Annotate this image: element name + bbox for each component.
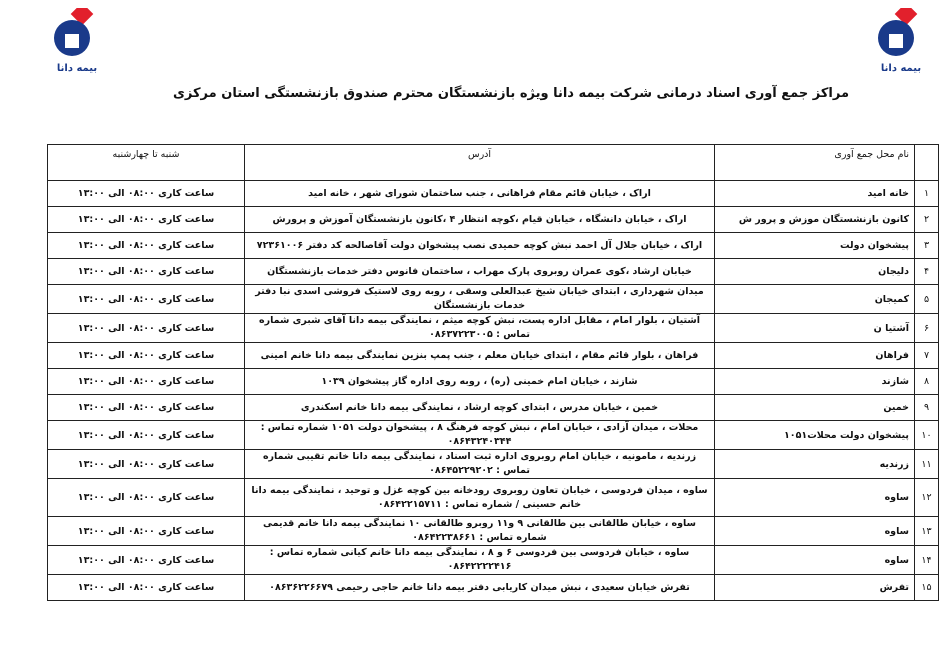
row-number: ۵ <box>915 285 939 314</box>
address: اراک ، خیابان جلال آل احمد نبش کوچه حمیدی نصب پیشخوان دولت آقاصالحه کد دفتر ۷۲۳۶۱۰۰۶ <box>245 233 715 259</box>
place-name: زرندیه <box>715 450 915 479</box>
address: میدان شهرداری ، ابتدای خیابان شیخ عبدالعلی وسقی ، روبه روی لاستیک فروشی اسدی نبا دفتر خدمات بازنشستگان <box>245 285 715 314</box>
table-header-row <box>48 145 939 181</box>
logo-left <box>46 8 108 74</box>
address: زرندیه ، مامونیه ، خیابان امام روبروی اداره ثبت اسناد ، نمایندگی بیمه دانا خانم تقیبی شماره تماس : ۰۸۶۴۵۲۲۹۲۰۲ <box>245 450 715 479</box>
logo-text: بیمه دانا <box>880 63 922 74</box>
row-number: ۱۵ <box>915 575 939 601</box>
row-number: ۶ <box>915 314 939 343</box>
working-hours: ساعت کاری ۰۸:۰۰ الی ۱۳:۰۰ <box>48 233 245 259</box>
logo-text: بیمه دانا <box>56 63 98 74</box>
table-row <box>48 421 939 450</box>
row-number: ۳ <box>915 233 939 259</box>
place-name: کانون بازنشستگان موزش و پرور ش <box>715 207 915 233</box>
address: تفرش خیابان سعیدی ، نبش میدان کاریابی دفتر بیمه دانا خانم حاجی رحیمی ۰۸۶۳۶۲۲۶۶۷۹ <box>245 575 715 601</box>
working-hours: ساعت کاری ۰۸:۰۰ الی ۱۳:۰۰ <box>48 421 245 450</box>
row-number: ۱۴ <box>915 546 939 575</box>
logo-right <box>870 8 932 74</box>
place-name: دلیجان <box>715 259 915 285</box>
table-row <box>48 479 939 517</box>
place-name: فراهان <box>715 343 915 369</box>
address: خیابان ارشاد ،کوی عمران روبروی پارک مهراب ، ساختمان فانوس دفتر خدمات بازنشستگان <box>245 259 715 285</box>
header-num <box>915 145 939 181</box>
working-hours: ساعت کاری ۰۸:۰۰ الی ۱۳:۰۰ <box>48 369 245 395</box>
working-hours: ساعت کاری ۰۸:۰۰ الی ۱۳:۰۰ <box>48 479 245 517</box>
collection-centers-table <box>47 144 939 601</box>
table-row <box>48 314 939 343</box>
table-row <box>48 546 939 575</box>
working-hours: ساعت کاری ۰۸:۰۰ الی ۱۳:۰۰ <box>48 181 245 207</box>
row-number: ۴ <box>915 259 939 285</box>
table-row <box>48 207 939 233</box>
table-row <box>48 259 939 285</box>
address: آشتیان ، بلوار امام ، مقابل اداره پست، نبش کوچه میثم ، نمایندگی بیمه دانا آقای شبری شماره تماس : ۰۸۶۳۷۲۲۳۰۰۵ <box>245 314 715 343</box>
place-name: پیشخوان دولت محلات۱۰۵۱ <box>715 421 915 450</box>
row-number: ۱۱ <box>915 450 939 479</box>
place-name: کمیجان <box>715 285 915 314</box>
table-row <box>48 343 939 369</box>
place-name: شازند <box>715 369 915 395</box>
dana-insurance-logo-mark <box>46 8 108 60</box>
header-hours: شنبه تا چهارشنبه <box>48 145 245 181</box>
place-name: ساوه <box>715 546 915 575</box>
row-number: ۱ <box>915 181 939 207</box>
working-hours: ساعت کاری ۰۸:۰۰ الی ۱۳:۰۰ <box>48 314 245 343</box>
working-hours: ساعت کاری ۰۸:۰۰ الی ۱۳:۰۰ <box>48 395 245 421</box>
table-row <box>48 450 939 479</box>
working-hours: ساعت کاری ۰۸:۰۰ الی ۱۳:۰۰ <box>48 450 245 479</box>
address: شازند ، خیابان امام خمینی (ره) ، روبه روی اداره گاز پیشخوان ۱۰۳۹ <box>245 369 715 395</box>
row-number: ۹ <box>915 395 939 421</box>
place-name: آشتیا ن <box>715 314 915 343</box>
table-row <box>48 575 939 601</box>
page-title: مراکز جمع آوری اسناد درمانی شرکت بیمه دانا ویژه بازنشستگان محترم صندوق بازنشستگی استان مرکزی <box>173 86 849 101</box>
working-hours: ساعت کاری ۰۸:۰۰ الی ۱۳:۰۰ <box>48 207 245 233</box>
table-row <box>48 369 939 395</box>
place-name: پیشخوان دولت <box>715 233 915 259</box>
place-name: خمین <box>715 395 915 421</box>
row-number: ۱۲ <box>915 479 939 517</box>
header-place: نام محل جمع آوری <box>715 145 915 181</box>
row-number: ۱۰ <box>915 421 939 450</box>
table-row <box>48 233 939 259</box>
address: ساوه ، خیابان طالقانی بین طالقانی ۹ و۱۱ روبرو طالقانی ۱۰ نمایندگی بیمه دانا خانم قدیمی شماره تماس : ۰۸۶۴۲۲۳۸۶۶۱ <box>245 517 715 546</box>
place-name: تفرش <box>715 575 915 601</box>
address: اراک ، خیابان قائم مقام فراهانی ، جنب ساختمان شورای شهر ، خانه امید <box>245 181 715 207</box>
working-hours: ساعت کاری ۰۸:۰۰ الی ۱۳:۰۰ <box>48 517 245 546</box>
address: اراک ، خیابان دانشگاه ، خیابان قیام ،کوچه انتظار ۴ ،کانون بازنشستگان آموزش و پرورش <box>245 207 715 233</box>
working-hours: ساعت کاری ۰۸:۰۰ الی ۱۳:۰۰ <box>48 259 245 285</box>
address: فراهان ، بلوار قائم مقام ، ابتدای خیابان معلم ، جنب پمپ بنزین نمایندگی بیمه دانا خانم امینی <box>245 343 715 369</box>
address: ساوه ، میدان فردوسی ، خیابان تعاون روبروی رودخانه بین کوچه غزل و توحید ، نمایندگی بیمه دانا خانم حسینی / شماره تماس : ۰۸۶۴۲۲۱۵۷۱۱ <box>245 479 715 517</box>
table-row <box>48 285 939 314</box>
row-number: ۸ <box>915 369 939 395</box>
address: ساوه ، خیابان فردوسی بین فردوسی ۶ و ۸ ، نمایندگی بیمه دانا خانم کیانی شماره تماس : ۰۸۶۴۲۲۲۲۴۱۶ <box>245 546 715 575</box>
working-hours: ساعت کاری ۰۸:۰۰ الی ۱۳:۰۰ <box>48 575 245 601</box>
place-name: ساوه <box>715 479 915 517</box>
working-hours: ساعت کاری ۰۸:۰۰ الی ۱۳:۰۰ <box>48 343 245 369</box>
place-name: ساوه <box>715 517 915 546</box>
table-row <box>48 395 939 421</box>
row-number: ۲ <box>915 207 939 233</box>
dana-insurance-logo-mark <box>870 8 932 60</box>
header-address: آدرس <box>245 145 715 181</box>
place-name: خانه امید <box>715 181 915 207</box>
table-row <box>48 517 939 546</box>
working-hours: ساعت کاری ۰۸:۰۰ الی ۱۳:۰۰ <box>48 546 245 575</box>
row-number: ۷ <box>915 343 939 369</box>
working-hours: ساعت کاری ۰۸:۰۰ الی ۱۳:۰۰ <box>48 285 245 314</box>
address: محلات ، میدان آزادی ، خیابان امام ، نبش کوچه فرهنگ ۸ ، پیشخوان دولت ۱۰۵۱ شماره تماس : ۰۸۶۴۳۲۴۰۳۴۴ <box>245 421 715 450</box>
table-row <box>48 181 939 207</box>
row-number: ۱۳ <box>915 517 939 546</box>
address: خمین ، خیابان مدرس ، ابتدای کوچه ارشاد ، نمایندگی بیمه دانا خانم اسکندری <box>245 395 715 421</box>
